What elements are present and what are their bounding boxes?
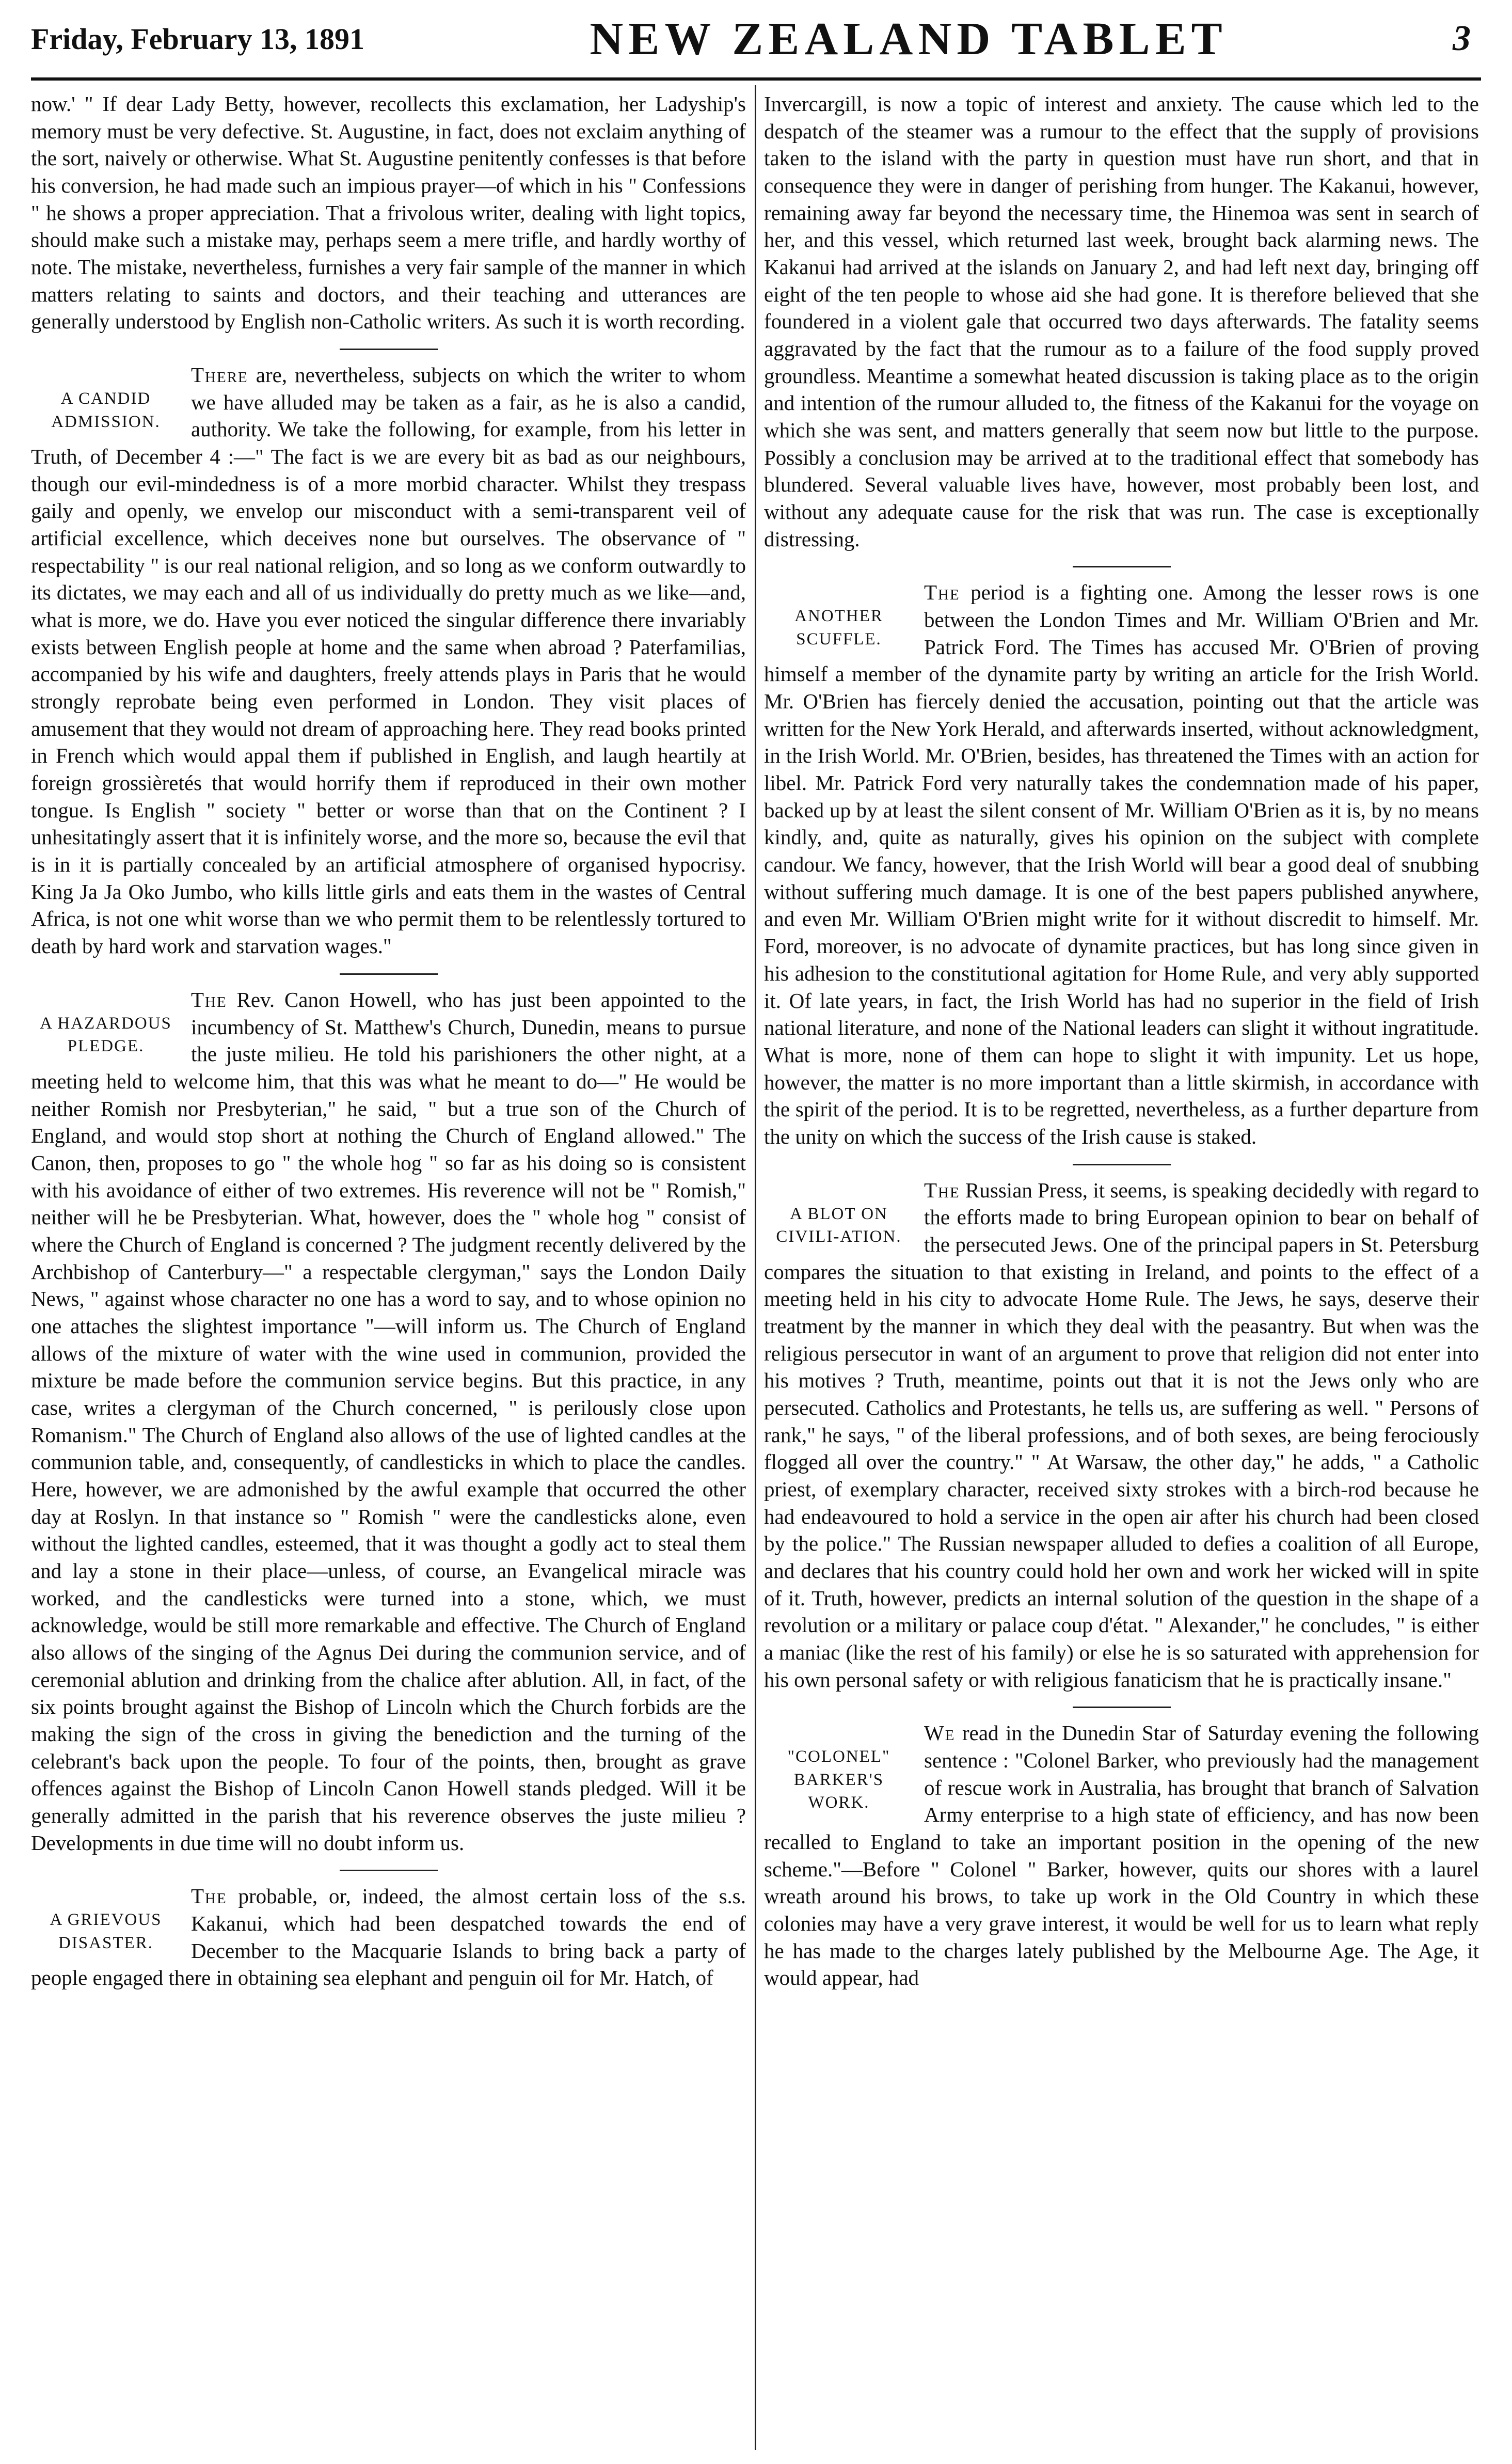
article-separator [340, 1870, 438, 1871]
left-column [31, 90, 746, 2450]
side-heading: "COLONEL" BARKER'S WORK. [787, 1747, 890, 1812]
article-colonel-barkers-work [764, 1719, 1479, 1992]
article-blot-on-civilisation [764, 1177, 1479, 1694]
article-text: probable, or, indeed, the almost certain loss of the s.s. Kakanui, which had been despatched towards the end of December to the Macquarie Islands to bring back a party of people engaged there in obtaining sea elephant and penguin oil for Mr. Hatch, of [31, 1884, 746, 1990]
article-body [764, 1177, 1479, 1694]
article-hazardous-pledge [31, 986, 746, 1857]
lead-word: The [191, 1884, 227, 1908]
article-text: Rev. Canon Howell, who has just been appointed to the incumbency of St. Matthew's Church, Dunedin, means to pursue the juste milieu. He told his parishioners the other night, at a meeting held to welcome him, that this was what he meant to do—" He would be neither Romish nor Presbyterian," he said, " but a true son of the Church of England, and would stop short at nothing the Church of England allowed." The Canon, then, proposes to go " the whole hog " so far as his doing so is consistent with his avoidance of either of two extremes. His reverence will not be " Romish," neither will he be Presbyterian. What, however, does the " whole hog " consist of where the Church of England is concerned ? The judgment recently delivered by the Archbishop of Canterbury—" a respectable clergyman," says the London Daily News, " against whose character no one has a word to say, and to whose opinion no one attaches the slightest importance "—will inform us. The Church of England allows of the mixture of water with the wine used in communion, provided the mixture be made before the communion service begins. But this practice, in any case, writes a clergyman of the Church concerned, " is perilously close upon Romanism." The Church of England also allows of the use of lighted candles at the communion table, and, consequently, of candlesticks in which to place the candles. Here, however, we are admonished by the awful example that occurred the other day at Roslyn. In that instance so " Romish " were the candlesticks alone, even without the lighted candles, esteemed, that it was thought a godly act to steal them and lay a stone in their place—unless, of course, an Evangelical miracle was worked, and the candlesticks were turned into a stone, which, we must acknowledge, would be still more remarkable and effective. The Church of England also allows of the singing of the Agnus Dei during the communion service, and of ceremonial ablution and drinking from the chalice after ablution. All, in fact, of the six points brought against the Bishop of Lincoln which the Church forbids are the making the sign of the cross in giving the benediction and the turning of the celebrant's back upon the people. To four of the points, then, brought as grave offences against the Bishop of Lincoln Canon Howell stands pledged. Will it be generally admitted in the parish that his reverence observes the juste milieu ? Developments in due time will no doubt inform us. [31, 987, 746, 1855]
article-separator [1073, 1164, 1171, 1165]
side-heading: ANOTHER SCUFFLE. [794, 607, 883, 649]
issue-date: Friday, February 13, 1891 [31, 22, 365, 56]
page-header [31, 0, 1481, 81]
article-text: are, nevertheless, subjects on which the writer to whom we have alluded may be taken as a fair, as he is also a candid, authority. We take the following, for example, from his letter in Truth, of December 4 :—" The fact is we are every bit as bad as our neighbours, though our evil-mindedness is of a more morbid character. Whilst they trespass gaily and openly, we envelop our misconduct with a semi-transparent veil of artificial excellence, which deceives none but ourselves. The observance of " respectability " is our real national religion, and so long as we conform outwardly to its dictates, we may each and all of us individually do pretty much as we like—and, what is more, we do. Have you ever noticed the singular difference there invariably exists between English people at home and the same when abroad ? Paterfamilias, accompanied by his wife and daughters, freely attends plays in Paris that he would strongly reprobate being even performed in London. They visit places of amusement that they would not dream of approaching here. They read books printed in French which would appal them if published in English, and laugh heartily at foreign grossièretés that would horrify them if reproduced in their own mother tongue. Is English " society " better or worse than that on the Continent ? I unhesitatingly assert that it is infinitely worse, and the more so, because the evil that is in it is partially concealed by an artificial atmosphere of organised hypocrisy. King Ja Ja Oko Jumbo, who kills little girls and eats them in the wastes of Central Africa, is not one whit worse than we who permit them to be relentlessly tortured to death by hard work and starvation wages." [31, 363, 746, 958]
lead-word: The [924, 1178, 960, 1202]
article-separator [340, 349, 438, 350]
lead-word: We [924, 1721, 956, 1745]
article-text: period is a fighting one. Among the lesser rows is one between the London Times and Mr. William O'Brien and Mr. Patrick Ford. The Times has accused Mr. O'Brien of proving himself a member of the dynamite party by writing an article for the Irish World. Mr. O'Brien has fiercely denied the accusation, pointing out that the article was written for the New York Herald, and afterwards inserted, without acknowledgment, in the Irish World. Mr. O'Brien, besides, has threatened the Times with an action for libel. Mr. Patrick Ford very naturally takes the condemnation made of his paper, backed up by at least the silent consent of Mr. William O'Brien as it is, by no means kindly, and, quite as naturally, gives his opinion on the subject with complete candour. We fancy, however, that the Irish World will bear a good deal of snubbing without suffering much damage. It is one of the best papers published anywhere, and even Mr. William O'Brien might write for it without discredit to himself. Mr. Ford, moreover, is no advocate of dynamite practices, but has long since given in his adhesion to the constitutional agitation for Home Rule, and very ably supported it. Of late years, in fact, the Irish World has had no superior in the field of Irish national literature, and none of the National leaders can slight it without ingratitude. What is more, none of them can hope to slight it with impunity. Let us hope, however, the matter is no more important than a little skirmish, in accordance with the spirit of the period. It is to be regretted, nevertheless, as a further departure from the unity on which the success of the Irish cause is staked. [764, 580, 1479, 1148]
side-heading: A BLOT ON CIVILI-ATION. [776, 1204, 902, 1246]
article-body [764, 579, 1479, 1150]
side-heading: A HAZARDOUS PLEDGE. [40, 1014, 172, 1056]
lead-word: There [191, 363, 248, 387]
column-divider [755, 85, 756, 2450]
article-body [31, 361, 746, 960]
continued-paragraph: Invercargill, is now a topic of interest and anxiety. The cause which led to the despatch of the steamer was a rumour to the effect that the supply of provisions taken to the island with the party in question must have run short, and that in consequence they were in danger of perishing from hunger. The Kakanui, however, remaining away far beyond the necessary time, the Hinemoa was sent in search of her, and this vessel, which returned last week, brought back alarming news. The Kakanui had arrived at the islands on January 2, and had left next day, bringing off eight of the ten people to whose aid she had gone. It is therefore believed that she foundered in a violent gale that occurred two days afterwards. The fatality seems aggravated by the fact that the rumour as to a failure of the food supply proved groundless. Meantime a somewhat heated discussion is taking place as to the origin and intention of the rumour alluded to, the fitness of the Kakanui for the voyage on which she was sent, and matters generally that seem now but little to the purpose. Possibly a conclusion may be arrived at to the traditional effect that somebody has blundered. Several valuable lives have, however, most probably been lost, and without any adequate cause for the risk that was run. The case is exceptionally distressing. [764, 92, 1479, 551]
article-separator [340, 973, 438, 975]
side-heading: A GRIEVOUS DISASTER. [50, 1910, 162, 1952]
lead-word: The [924, 580, 960, 605]
article-separator [1073, 566, 1171, 567]
article-another-scuffle [764, 579, 1479, 1150]
article-text: read in the Dunedin Star of Saturday evening the following sentence : "Colonel Barker, who previously had the management of rescue work in Australia, has brought that branch of Salvation Army enterprise to a high state of efficiency, and has now been recalled to England to take an important position in the opening of the new scheme."—Before " Colonel " Barker, however, quits our shores with a laurel wreath around his brows, to take up work in the Old Country in which these colonies may have a very grave interest, it would be well for us to learn what reply he has made to the charges lately published by the Melbourne Age. The Age, it would appear, had [764, 1721, 1479, 1990]
page-number: 3 [1452, 19, 1471, 58]
article-separator [1073, 1707, 1171, 1708]
newspaper-title: NEW ZEALAND TABLET [590, 13, 1228, 65]
article-grievous-disaster [31, 1883, 746, 1992]
right-column [764, 90, 1479, 2450]
article-body [31, 986, 746, 1857]
lead-word: The [191, 987, 227, 1012]
article-text: Russian Press, it seems, is speaking decidedly with regard to the efforts made to bring European opinion to bear on behalf of the persecuted Jews. One of the principal papers in St. Petersburg compares the situation to that existing in Ireland, and points to the effect of a meeting held in his city to advocate Home Rule. The Jews, he says, deserve their treatment by the manner in which they deal with the peasantry. But when was the religious persecutor in want of an argument to prove that religion did not enter into his motives ? Truth, meantime, points out that it is not the Jews only who are persecuted. Catholics and Protestants, he tells us, are suffering as well. " Persons of rank," he says, " of the liberal professions, and of both sexes, are being ferociously flogged all over the country." " At Warsaw, the other day," he adds, " a Catholic priest, of exemplary character, received sixty strokes with a birch-rod because he had endeavoured to hold a service in the open air after his church had been closed by the police." The Russian newspaper alluded to defies a coalition of all Europe, and declares that his country could hold her own and work her wicked will in spite of it. Truth, however, predicts an internal solution of the question in the shape of a revolution or a military or palace coup d'état. " Alexander," he concludes, " is either a maniac (like the rest of his family) or else he is so saturated with apprehension for his own personal safety or with religious fanaticism that he is practically insane." [764, 1178, 1479, 1692]
side-heading: A CANDID ADMISSION. [51, 389, 161, 431]
article-candid-admission [31, 361, 746, 960]
continued-paragraph: now.' " If dear Lady Betty, however, recollects this exclamation, her Ladyship's memory must be very defective. St. Augustine, in fact, does not exclaim anything of the sort, naively or otherwise. What St. Augustine penitently confesses is that before his conversion, he had made such an impious prayer—of which in his " Confessions " he shows a proper appreciation. That a frivolous writer, dealing with light topics, should make such a mistake may, perhaps seem a mere trifle, and hardly worthy of note. The mistake, nevertheless, furnishes a very fair sample of the manner in which matters relating to saints and doctors, and their teaching and utterances are generally understood by English non-Catholic writers. As such it is worth recording. [31, 92, 746, 334]
